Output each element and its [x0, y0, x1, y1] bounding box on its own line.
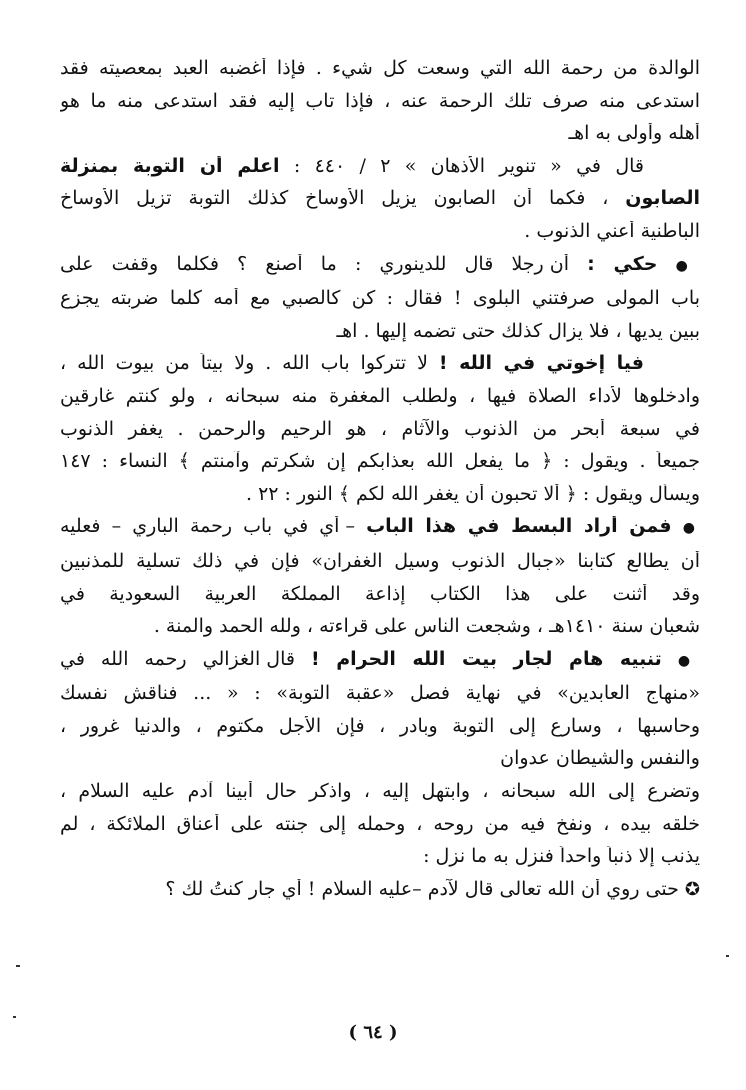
- line-text: حتى روي أن الله تعالى قال لآدم –عليه السلام ! أي جار كنتُ لك ؟: [165, 878, 679, 900]
- text-line: [60, 516, 700, 539]
- text-line: [60, 551, 700, 572]
- bullet-dot-icon: ●: [677, 652, 700, 669]
- line-text: وقد أثنت على هذا الكتاب إذاعة المملكة العربية السعودية في: [60, 583, 700, 605]
- line-text: لا تتركوا باب الله . ولا بيتاً من بيوت الله ،: [60, 353, 428, 375]
- line-text: – أي في باب رحمة الباري – فعليه: [60, 516, 355, 538]
- text-line: [60, 288, 700, 309]
- text-line: [60, 321, 700, 342]
- text-line: [60, 649, 700, 672]
- line-text: ، فكما أن الصابون يزيل الأوساخ كذلك التوبة تزيل الأوساخ: [60, 188, 609, 210]
- line-text: الوالدة من رحمة الله التي وسعت كل شيء . فإذا أغضبه العبد بمعصيته فقد: [60, 58, 700, 79]
- line-lead-text: قال في « تنوير الأذهان » ٢ / ٤٤٠ :: [293, 155, 644, 177]
- text-line: [60, 781, 700, 802]
- line-text: خلقه بيده ، ونفخ فيه من روحه ، وحمله إلى جنته على أعناق الملائكة ، لم: [60, 813, 700, 835]
- text-line: [60, 221, 700, 242]
- scan-speck: [16, 965, 20, 967]
- bold-heading-phrase: اعلم أن التوبة بمنزلة: [60, 155, 280, 177]
- text-line: [60, 91, 700, 112]
- line-text: شعبان سنة ١٤١٠هـ ، وشجعت الناس على قراءته ، ولله الحمد والمنة .: [153, 616, 700, 638]
- bullet-dot-icon: ●: [675, 257, 700, 274]
- scan-speck: [726, 955, 729, 957]
- bold-heading-phrase: فمن أراد البسط في هذا الباب: [366, 516, 672, 538]
- line-text: جميعاً . ويقول : ﴿ ما يفعل الله بعذابكم إن شكرتم وآمنتم ﴾ النساء : ١٤٧: [60, 451, 700, 473]
- line-text: وحاسبها ، وسارع إلى التوبة وبادر ، فإن الأجل مكتوم ، والدنيا غرور ،: [60, 715, 700, 737]
- line-text: يذنب إلا ذنباً واحداً فنزل به ما نزل :: [423, 846, 700, 868]
- line-text: وادخلوها لأداء الصلاة فيها ، ولطلب المغفرة منه سبحانه ، ولو كنتم غارقين: [60, 385, 700, 407]
- text-line: [60, 353, 700, 374]
- text-line: [60, 58, 700, 79]
- line-text: وتضرع إلى الله سبحانه ، وابتهل إليه ، واذكر حال أبينا آدم عليه السلام ،: [60, 781, 700, 803]
- text-line: [60, 254, 700, 277]
- text-line: [60, 419, 700, 440]
- line-text: الباطنية أعني الذنوب .: [524, 220, 700, 242]
- line-text: قال الغزالي رحمه الله في: [60, 648, 295, 670]
- line-text: أهله وأولى به اهـ: [568, 123, 700, 145]
- text-line: [60, 716, 700, 737]
- text-line: [60, 584, 700, 605]
- line-text: ويسأل ويقول : ﴿ ألا تحبون أن يغفر الله لكم ﴾ النور : ٢٢ .: [245, 483, 700, 505]
- text-line: [60, 156, 700, 177]
- line-text: أن رجلا قال للدينوري : ما أصنع ؟ فكلما وقفت على: [60, 253, 569, 275]
- text-line: [60, 814, 700, 835]
- text-line: [60, 484, 700, 505]
- line-text: استدعى منه صرف تلك الرحمة عنه ، فإذا تاب إليه فقد استدعى منه ما هو: [60, 90, 700, 112]
- bold-heading-phrase: تنبيه هام لجار بيت الله الحرام !: [310, 648, 662, 670]
- line-text: في سبعة أبحر من الذنوب والآثام ، هو الرحيم والرحمن . يغفر الذنوب: [60, 418, 700, 440]
- line-text: والنفس والشيطان عدوان: [500, 748, 700, 770]
- scan-speck: [13, 1016, 16, 1018]
- line-text: «منهاج العابدين» في نهاية فصل «عقبة التوبة» : « ... فناقش نفسك: [60, 683, 700, 705]
- line-text: ببين يديها ، فلا يزال كذلك حتى تضمه إليها . اهـ: [336, 320, 700, 342]
- text-line: [60, 188, 700, 209]
- text-line: [60, 451, 700, 472]
- text-line: [60, 846, 700, 867]
- line-text: أن يطالع كتابنا «جبال الذنوب وسيل الغفران» فإن في ذلك تسلية للمذنبين: [60, 550, 700, 572]
- page-text: [60, 58, 700, 911]
- bold-heading-phrase: حكي :: [587, 253, 658, 275]
- text-line: [60, 386, 700, 407]
- star-bullet-icon: ✪: [684, 878, 700, 900]
- text-line: [60, 616, 700, 637]
- text-line: [60, 123, 700, 144]
- page-number: ( ٦٤ ): [348, 1022, 398, 1043]
- text-line: [60, 748, 700, 769]
- bold-heading-phrase: الصابون: [625, 188, 700, 210]
- bold-heading-phrase: فيا إخوتي في الله !: [438, 353, 644, 375]
- line-text: باب المولى صرفتني البلوى ! فقال : كن كالصبي مع أمه كلما ضربته يجزع: [60, 288, 700, 310]
- bullet-dot-icon: ●: [682, 520, 700, 537]
- text-line: [60, 683, 700, 704]
- text-line: [60, 879, 700, 900]
